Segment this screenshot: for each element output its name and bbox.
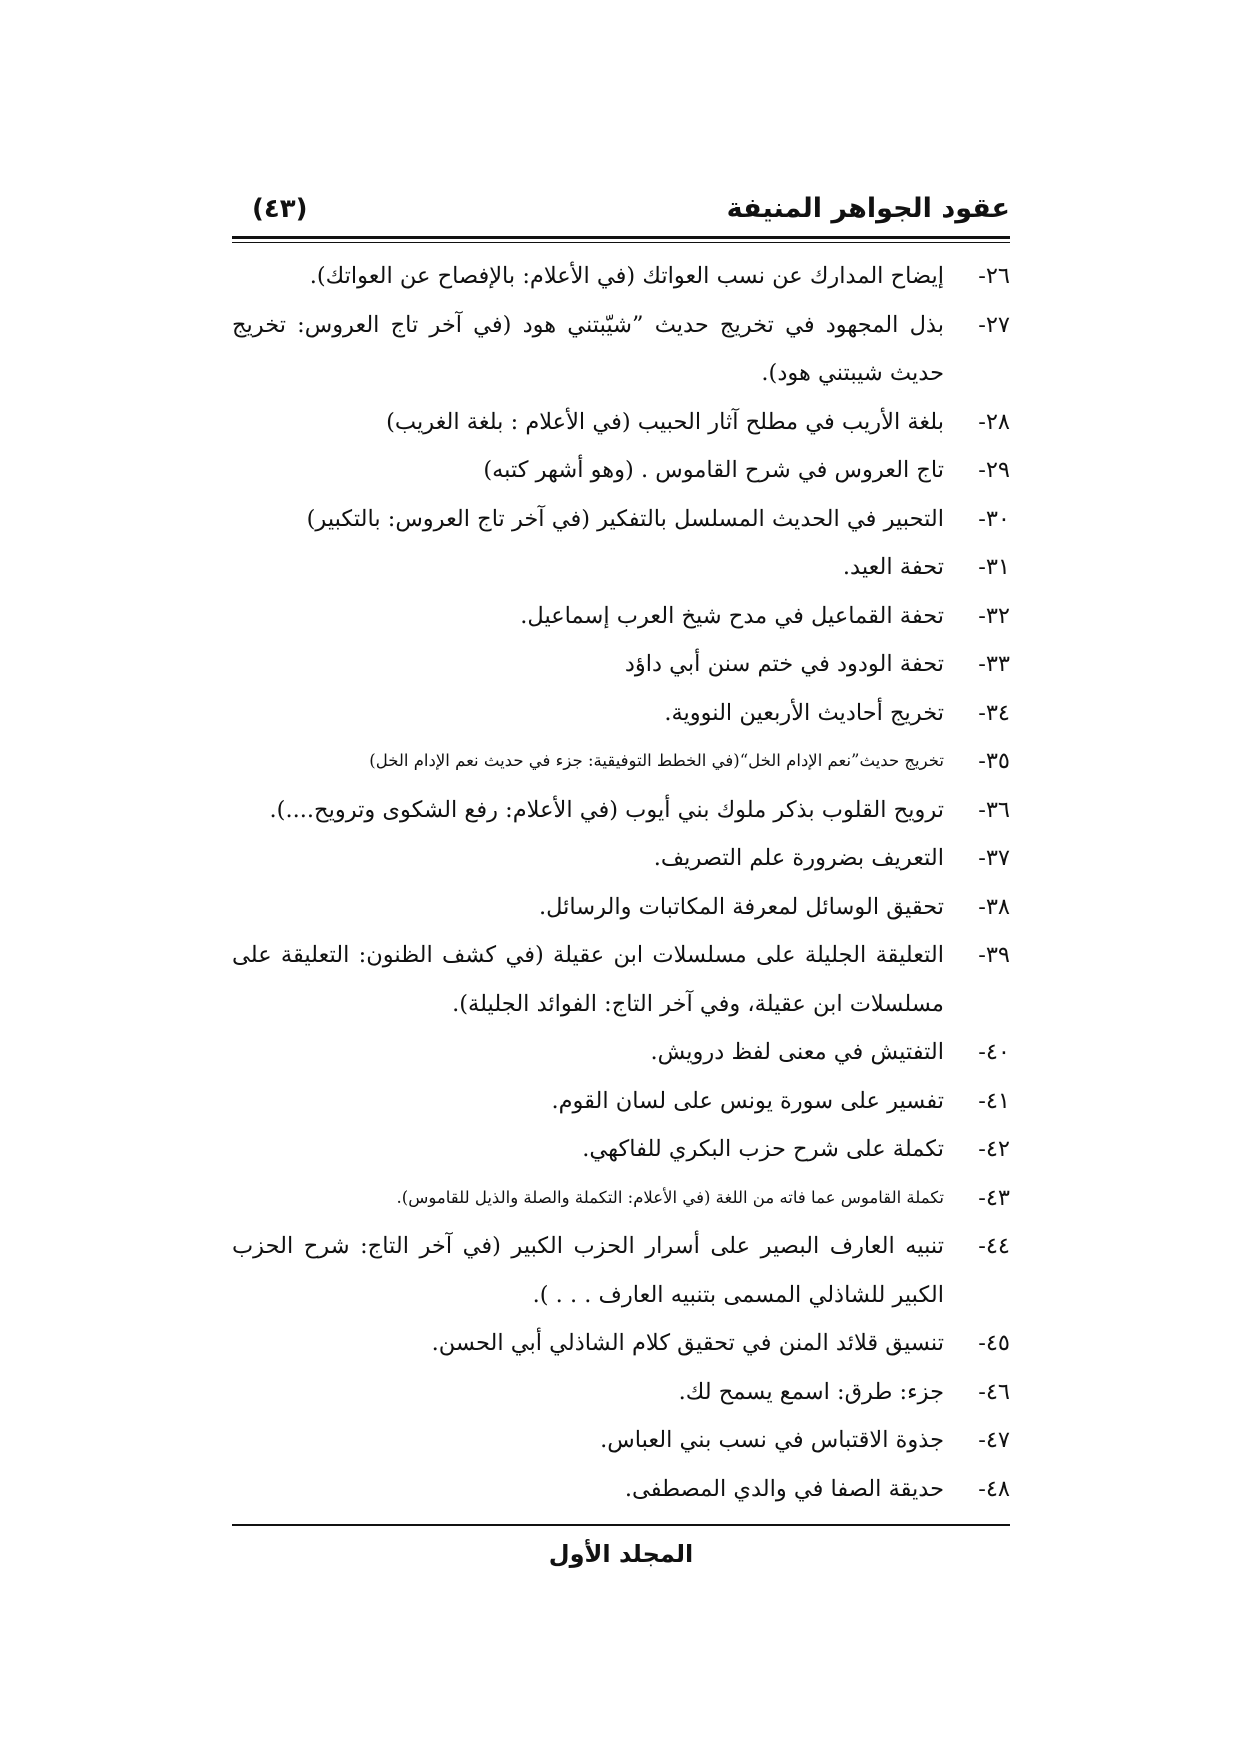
list-item <box>232 1416 1010 1465</box>
item-number: ٢٨- <box>978 408 1010 435</box>
list-item <box>232 446 1010 495</box>
item-number: ٢٦- <box>978 263 1010 289</box>
list-item <box>232 834 1010 883</box>
header-rule-thick <box>232 236 1010 239</box>
item-number: ٤٤- <box>978 1233 1010 1259</box>
item-number: ٣٩- <box>978 942 1010 968</box>
item-text: حديقة الصفا في والدي المصطفى. <box>624 1475 944 1502</box>
list-item <box>232 1368 1010 1417</box>
footer-rule <box>232 1524 1010 1526</box>
item-text: بلغة الأريب في مطلح آثار الحبيب (في الأعلام : بلغة الغريب) <box>386 408 944 435</box>
item-number: ٤٥- <box>978 1330 1010 1356</box>
item-text: تحفة الودود في ختم سنن أبي داؤد <box>624 651 944 677</box>
item-text: إيضاح المدارك عن نسب العواتك (في الأعلام: بالإفصاح عن العواتك). <box>309 263 944 289</box>
item-number: ٢٩- <box>978 457 1010 483</box>
item-text: التعريف بضرورة علم التصريف. <box>653 845 944 871</box>
item-number: ٢٧- <box>978 311 1010 338</box>
item-number: ٣١- <box>978 554 1010 580</box>
item-number: ٤٦- <box>978 1378 1010 1405</box>
list-item <box>232 1028 1010 1077</box>
item-text: التحبير في الحديث المسلسل بالتفكير (في آخر تاج العروس: بالتكبير) <box>306 505 944 532</box>
volume-label: المجلد الأول <box>548 1540 694 1568</box>
list-item <box>232 883 1010 932</box>
list-item <box>232 1077 1010 1126</box>
item-text: تكملة على شرح حزب البكري للفاكهي. <box>582 1136 944 1162</box>
list-item <box>232 592 1010 641</box>
item-number: ٣٨- <box>978 893 1010 920</box>
item-text: تنسيق قلائد المنن في تحقيق كلام الشاذلي أبي الحسن. <box>431 1330 944 1356</box>
list-item <box>232 398 1010 447</box>
item-number: ٤٢- <box>978 1136 1010 1162</box>
item-number: ٣٣- <box>978 651 1010 677</box>
page-number: (٤٣) <box>252 194 308 224</box>
item-text: تحقيق الوسائل لمعرفة المكاتبات والرسائل. <box>538 893 944 920</box>
page-header <box>232 190 1010 232</box>
item-text: تكملة القاموس عما فاته من اللغة (في الأعلام: التكملة والصلة والذيل للقاموس). <box>396 1187 944 1207</box>
item-text: تفسير على سورة يونس على لسان القوم. <box>551 1087 944 1114</box>
item-text: ترويح القلوب بذكر ملوك بني أيوب (في الأعلام: رفع الشكوى وترويح....). <box>269 796 944 823</box>
list-item <box>232 737 1010 786</box>
list-item <box>232 1125 1010 1174</box>
item-text: تحفة القماعيل في مدح شيخ العرب إسماعيل. <box>520 602 944 629</box>
item-text: تحفة العيد. <box>842 554 944 580</box>
list-item <box>232 1174 1010 1223</box>
item-number: ٣٤- <box>978 699 1010 726</box>
item-text: التفتيش في معنى لفظ درويش. <box>650 1039 944 1065</box>
list-item <box>232 495 1010 544</box>
item-text: بذل المجهود في تخريج حديث ”شيّبتني هود (في آخر تاج العروس: تخريج حديث شيبتني هود). <box>232 311 944 386</box>
item-text: جذوة الاقتباس في نسب بني العباس. <box>600 1427 944 1453</box>
item-number: ٣٥- <box>978 748 1010 774</box>
item-number: ٤٨- <box>978 1475 1010 1502</box>
item-text: تخريج أحاديث الأربعين النووية. <box>664 699 944 726</box>
list-item <box>232 640 1010 689</box>
item-number: ٤٣- <box>978 1184 1010 1211</box>
item-number: ٤٧- <box>978 1427 1010 1453</box>
book-title: عقود الجواهر المنيفة <box>726 193 1010 224</box>
item-number: ٤٠- <box>978 1039 1010 1065</box>
list-item <box>232 689 1010 738</box>
item-number: ٤١- <box>978 1087 1010 1114</box>
header-rule-thin <box>232 242 1010 243</box>
list-item <box>232 543 1010 592</box>
item-text: جزء: طرق: اسمع يسمح لك. <box>678 1378 944 1405</box>
item-number: ٣٧- <box>978 845 1010 871</box>
list-item <box>232 1319 1010 1368</box>
list-item <box>232 1465 1010 1514</box>
item-number: ٣٠- <box>978 505 1010 532</box>
list-item <box>232 931 1010 1028</box>
item-text: التعليقة الجليلة على مسلسلات ابن عقيلة (في كشف الظنون: التعليقة على مسلسلات ابن عقيلة، وفي آخر التاج: الفوائد الجليلة). <box>232 942 945 1017</box>
item-text: تنبيه العارف البصير على أسرار الحزب الكبير (في آخر التاج: شرح الحزب الكبير للشاذلي المسمى بتنبيه العارف . . . ). <box>232 1233 944 1308</box>
item-number: ٣٦- <box>978 796 1010 823</box>
item-text: تاج العروس في شرح القاموس . (وهو أشهر كتبه) <box>483 457 944 483</box>
bibliography-list <box>232 252 1010 1513</box>
item-text: تخريج حديث”نعم الإدام الخل“(في الخطط التوفيقية: جزء في حديث نعم الإدام الخل) <box>369 751 944 770</box>
item-number: ٣٢- <box>978 602 1010 629</box>
list-item <box>232 786 1010 835</box>
list-item <box>232 301 1010 398</box>
list-item <box>232 252 1010 301</box>
list-item <box>232 1222 1010 1319</box>
